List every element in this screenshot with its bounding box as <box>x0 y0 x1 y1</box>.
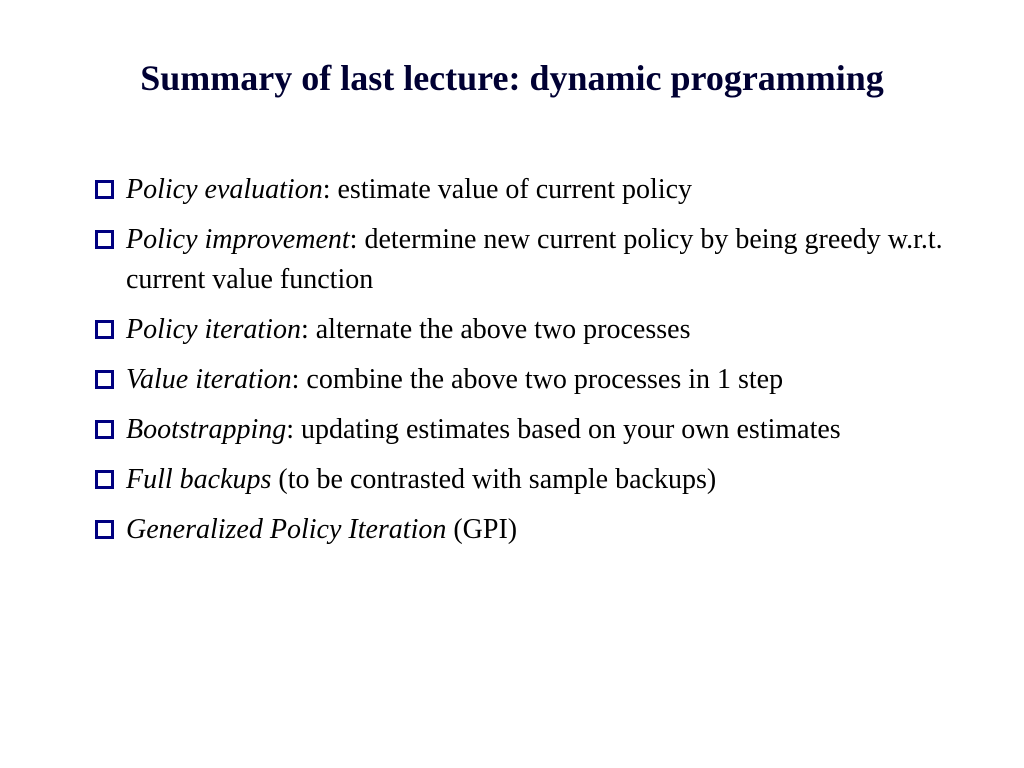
bullet-term: Bootstrapping <box>126 414 287 445</box>
square-bullet-icon <box>95 320 114 339</box>
slide-title: Summary of last lecture: dynamic programming <box>140 58 884 98</box>
bullet-term: Policy iteration <box>126 314 301 345</box>
square-bullet-icon <box>95 230 114 249</box>
square-bullet-icon <box>95 180 114 199</box>
bullet-item-policy-iteration <box>92 310 952 350</box>
bullet-text: : alternate the above two processes <box>300 314 691 345</box>
bullet-term: Policy evaluation <box>126 174 323 205</box>
bullet-term: Policy improvement <box>126 224 350 255</box>
bullet-item-policy-evaluation <box>92 170 952 210</box>
bullet-text: : combine the above two processes in 1 step <box>291 364 784 395</box>
bullet-list <box>92 170 952 550</box>
bullet-text: : updating estimates based on your own estimates <box>286 414 841 445</box>
bullet-text: (GPI) <box>446 514 518 545</box>
square-bullet-icon <box>95 420 114 439</box>
square-bullet-icon <box>95 470 114 489</box>
bullet-text: (to be contrasted with sample backups) <box>271 464 717 495</box>
bullet-item-full-backups <box>92 460 952 500</box>
bullet-item-value-iteration <box>92 360 952 400</box>
bullet-item-bootstrapping <box>92 410 952 450</box>
square-bullet-icon <box>95 370 114 389</box>
bullet-item-gpi <box>92 510 952 550</box>
square-bullet-icon <box>95 520 114 539</box>
bullet-text: : estimate value of current policy <box>322 174 693 205</box>
bullet-item-policy-improvement <box>92 220 952 300</box>
bullet-term: Generalized Policy Iteration <box>126 514 447 545</box>
bullet-term: Value iteration <box>126 364 292 395</box>
bullet-term: Full backups <box>126 464 272 495</box>
bullet-text: : determine new current policy by being greedy w.r.t. current value function <box>126 224 943 295</box>
